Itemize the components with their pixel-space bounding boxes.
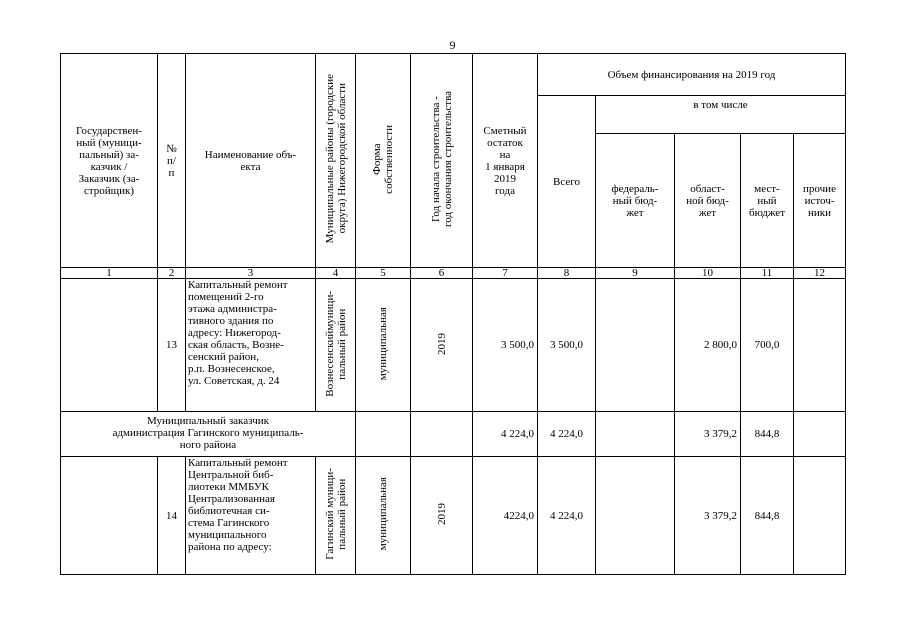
col-num: 9 — [596, 268, 675, 279]
subtotal-balance: 4 224,0 — [473, 412, 538, 457]
header-object-name: Наименование объ- екта — [186, 54, 316, 268]
header-customer: Государствен- ный (муници- пальный) за- казчик / Заказчик (за- стройщик) — [61, 54, 158, 268]
empty-cell — [411, 412, 473, 457]
header-years: Год начала строительства - год окончания строительства — [411, 54, 473, 268]
col-num: 4 — [316, 268, 356, 279]
empty-cell — [356, 412, 411, 457]
subtotal-label-line: администрация Гагинского муниципаль- — [112, 427, 304, 439]
subtotal-local: 844,8 — [741, 412, 794, 457]
header-ownership: Форма собственности — [356, 54, 411, 268]
subtotal-row — [61, 412, 846, 457]
ownership: муниципальная — [356, 279, 411, 412]
other — [794, 279, 846, 412]
row-num: 13 — [158, 279, 186, 412]
year: 2019 — [411, 279, 473, 412]
customer-cell — [61, 279, 158, 412]
col-num: 1 — [61, 268, 158, 279]
year: 2019 — [411, 457, 473, 575]
header-districts: Муниципальные районы (городские округа) Нижегородской области — [316, 54, 356, 268]
financing-table — [60, 53, 846, 575]
federal — [596, 279, 675, 412]
table-row — [61, 279, 846, 412]
subtotal-label-line: ного района — [179, 439, 237, 451]
local: 844,8 — [741, 457, 794, 575]
col-num: 3 — [186, 268, 316, 279]
customer-cell — [61, 457, 158, 575]
col-num: 7 — [473, 268, 538, 279]
subtotal-label — [61, 412, 356, 457]
header-balance: Сметный остаток на 1 января 2019 года — [473, 54, 538, 268]
regional: 3 379,2 — [675, 457, 741, 575]
col-num: 12 — [794, 268, 846, 279]
subtotal-label-line: Муниципальный заказчик — [146, 415, 269, 427]
other — [794, 457, 846, 575]
header-local: мест- ный бюджет — [741, 134, 794, 268]
col-num: 6 — [411, 268, 473, 279]
header-other: прочие источ- ники — [794, 134, 846, 268]
total: 3 500,0 — [538, 279, 596, 412]
subtotal-total: 4 224,0 — [538, 412, 596, 457]
table-row — [61, 457, 846, 575]
header-funding-title: Объем финансирования на 2019 год — [538, 54, 846, 96]
balance: 3 500,0 — [473, 279, 538, 412]
col-num: 8 — [538, 268, 596, 279]
object-name: Капитальный ремонт Центральной биб- лиотеки ММБУК Централизованная библиотечная си- стема Гагинского муниципального района по адресу: — [186, 457, 316, 575]
col-num: 5 — [356, 268, 411, 279]
column-numbers-row — [61, 268, 846, 279]
federal — [596, 457, 675, 575]
col-num: 2 — [158, 268, 186, 279]
subtotal-regional: 3 379,2 — [675, 412, 741, 457]
col-num: 10 — [675, 268, 741, 279]
row-num: 14 — [158, 457, 186, 575]
district: Вознесенскиймуници- пальный район — [316, 279, 356, 412]
col-num: 11 — [741, 268, 794, 279]
local: 700,0 — [741, 279, 794, 412]
empty-cell — [794, 412, 846, 457]
header-regional: област- ной бюд- жет — [675, 134, 741, 268]
header-including: в том числе — [596, 96, 846, 134]
page-number: 9 — [449, 38, 456, 52]
empty-cell — [596, 412, 675, 457]
header-total: Всего — [538, 96, 596, 268]
header-federal: федераль- ный бюд- жет — [596, 134, 675, 268]
header-num: № п/ п — [158, 54, 186, 268]
district: Гагинский муници- пальный район — [316, 457, 356, 575]
regional: 2 800,0 — [675, 279, 741, 412]
ownership: муниципальная — [356, 457, 411, 575]
object-name: Капитальный ремонт помещений 2-го этажа администра- тивного здания по адресу: Нижегород- ская область, Возне- сенский район, р.п. Вознесенское, ул. Советская, д. 24 — [186, 279, 316, 412]
balance: 4224,0 — [473, 457, 538, 575]
total: 4 224,0 — [538, 457, 596, 575]
